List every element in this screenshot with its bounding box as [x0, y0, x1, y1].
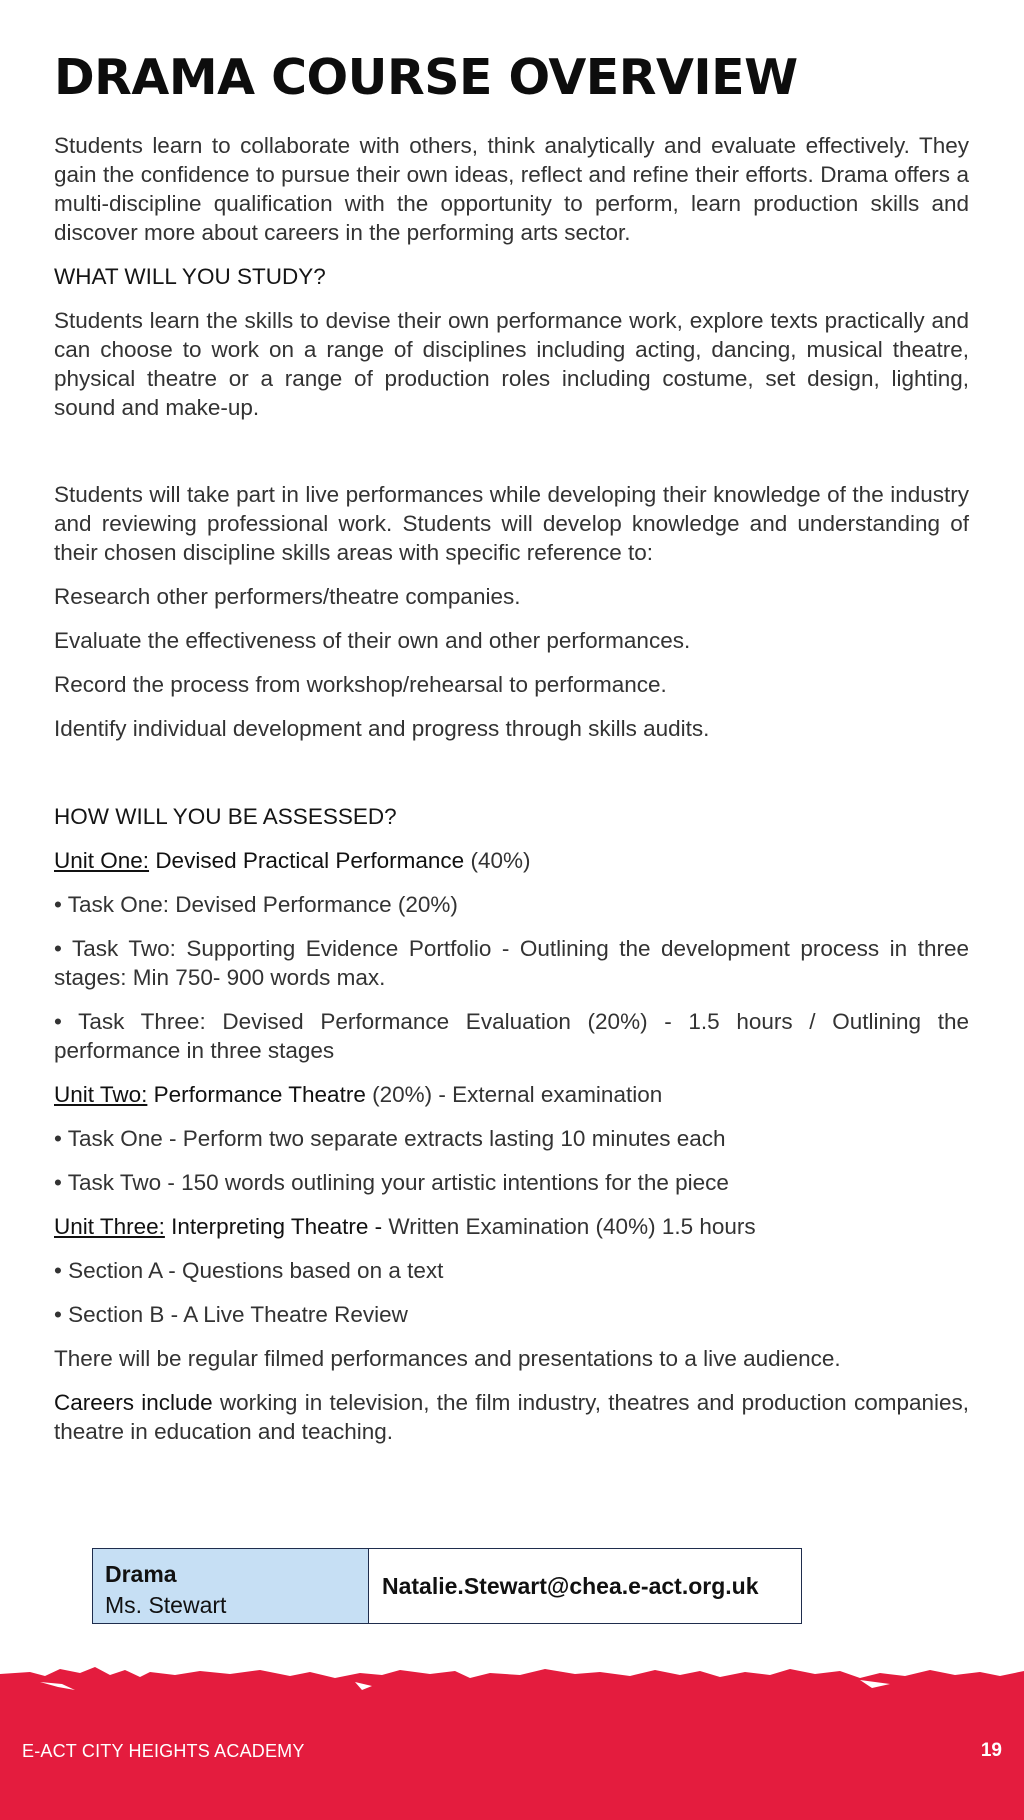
footer-band: [0, 1660, 1024, 1820]
contact-teacher: Ms. Stewart: [105, 1592, 227, 1618]
unit-two-line: [54, 1080, 969, 1109]
study-heading: WHAT WILL YOU STUDY?: [54, 264, 326, 289]
study-point: Identify individual development and progress through skills audits.: [54, 716, 710, 741]
unit-two-name: Performance Theatre: [153, 1082, 366, 1107]
study-point: Record the process from workshop/rehearsal to performance.: [54, 672, 667, 697]
page-title: DRAMA COURSE OVERVIEW: [54, 49, 798, 106]
unit-one-line: [54, 846, 969, 875]
study-point: Evaluate the effectiveness of their own and other performances.: [54, 628, 691, 653]
unit-one-task: • Task Three: Devised Performance Evaluation (20%) - 1.5 hours / Outlining the performance in three stages: [54, 1009, 969, 1063]
unit-three-label: Unit Three:: [54, 1214, 165, 1239]
study-point: Research other performers/theatre companies.: [54, 584, 521, 609]
page-content: [54, 0, 969, 1446]
unit-three-section: • Section B - A Live Theatre Review: [54, 1302, 408, 1327]
contact-email-cell: [369, 1549, 801, 1623]
unit-one-task: • Task One: Devised Performance (20%): [54, 892, 458, 917]
unit-one-label: Unit One:: [54, 848, 150, 873]
spacer: [54, 422, 969, 480]
unit-one-detail: (40%): [470, 848, 531, 873]
contact-email[interactable]: Natalie.Stewart@chea.e-act.org.uk: [382, 1572, 759, 1599]
unit-two-label: Unit Two:: [54, 1082, 148, 1107]
unit-three-line: [54, 1212, 969, 1241]
performances-note: There will be regular filmed performances and presentations to a live audience.: [54, 1346, 841, 1371]
intro-paragraph: Students learn to collaborate with others, think analytically and evaluate effectively. They gain the confidence to pursue their own ideas, reflect and refine their efforts. Drama offers a multi-discipline qualification with the opportunity to perform, learn production skills and discover more about careers in the performing arts sector.: [54, 133, 969, 245]
contact-table: [92, 1548, 802, 1624]
footer-school-name: E-ACT CITY HEIGHTS ACADEMY: [22, 1741, 305, 1761]
careers-paragraph: [54, 1388, 969, 1446]
unit-three-detail: Written Examination (40%) 1.5 hours: [388, 1214, 756, 1239]
torn-paper-edge: [0, 1660, 1024, 1820]
unit-two-detail: (20%) - External examination: [372, 1082, 663, 1107]
live-performance-paragraph: Students will take part in live performances while developing their knowledge of the industry and reviewing professional work. Students will develop knowledge and understanding of their chosen discipline skills areas with specific reference to:: [54, 482, 969, 565]
contact-subject-cell: [93, 1549, 369, 1623]
careers-text: working in television, the film industry, theatres and production companies, theatre in education and teaching.: [54, 1390, 970, 1444]
footer-page-number: 19: [980, 1740, 1002, 1761]
unit-one-task: • Task Two: Supporting Evidence Portfolio - Outlining the development process in three stages: Min 750- 900 words max.: [54, 936, 969, 990]
unit-three-name: Interpreting Theatre -: [171, 1214, 383, 1239]
unit-three-section: • Section A - Questions based on a text: [54, 1258, 444, 1283]
unit-two-task: • Task Two - 150 words outlining your artistic intentions for the piece: [54, 1170, 729, 1195]
contact-subject: Drama: [105, 1561, 177, 1587]
assessment-heading: HOW WILL YOU BE ASSESSED?: [54, 804, 397, 829]
careers-label: Careers include: [54, 1390, 213, 1415]
unit-two-task: • Task One - Perform two separate extracts lasting 10 minutes each: [54, 1126, 726, 1151]
unit-one-name: Devised Practical Performance: [155, 848, 465, 873]
spacer: [54, 758, 969, 802]
study-paragraph: Students learn the skills to devise their own performance work, explore texts practically and can choose to work on a range of disciplines including acting, dancing, musical theatre, physical theatre or a range of production roles including costume, set design, lighting, sound and make-up.: [54, 308, 969, 420]
